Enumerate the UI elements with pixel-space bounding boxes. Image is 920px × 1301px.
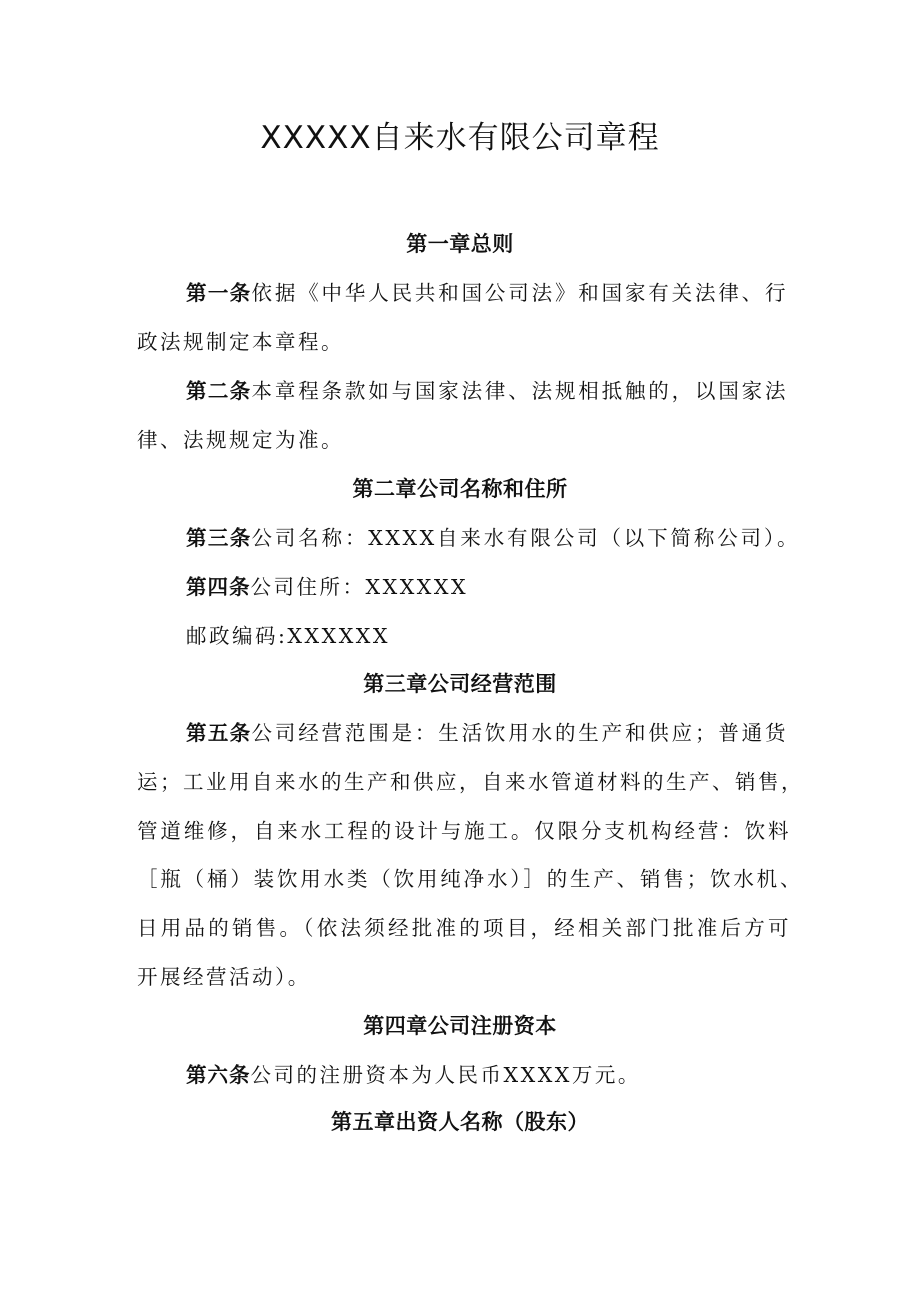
chapter-2-heading: 第二章公司名称和住所 <box>352 477 568 501</box>
article-5-line-1 <box>186 716 788 746</box>
article-5-text: 公司经营范围是：生活饮用水的生产和供应；普通货 <box>251 721 789 745</box>
chapter-5-heading: 第五章出资人名称（股东） <box>331 1110 589 1134</box>
article-2-label: 第二条 <box>186 379 252 403</box>
article-4-text: 公司住所：XXXXXX <box>250 575 469 599</box>
document-title: XXXXX自来水有限公司章程 <box>260 120 660 156</box>
article-6-line-1 <box>186 1058 641 1088</box>
article-4-label: 第四条 <box>186 575 251 599</box>
article-5-line-4: ［瓶（桶）装饮用水类（饮用纯净水）］的生产、销售；饮水机、 <box>137 867 803 891</box>
article-5-line-3: 管道维修，自来水工程的设计与施工。仅限分支机构经营：饮料 <box>137 819 791 843</box>
article-1-line-2: 政法规制定本章程。 <box>137 330 344 354</box>
chapter-1-heading: 第一章总则 <box>406 232 514 256</box>
postal-code-line: 邮政编码:XXXXXX <box>186 624 390 648</box>
article-2-line-2: 律、法规规定为准。 <box>137 428 344 452</box>
article-3-text: 公司名称：XXXX自来水有限公司（以下简称公司）。 <box>251 526 800 550</box>
article-6-text: 公司的注册资本为人民币XXXX万元。 <box>250 1063 641 1087</box>
article-1-label: 第一条 <box>186 281 252 305</box>
article-3-line-1 <box>186 521 800 551</box>
chapter-4-heading: 第四章公司注册资本 <box>363 1014 557 1038</box>
article-5-line-5: 日用品的销售。（依法须经批准的项目，经相关部门批准后方可 <box>137 916 791 940</box>
article-1-text: 依据《中华人民共和国公司法》和国家有关法律、行 <box>251 281 789 305</box>
chapter-3-heading: 第三章公司经营范围 <box>363 672 557 696</box>
article-3-label: 第三条 <box>186 526 252 550</box>
article-5-line-2: 运；工业用自来水的生产和供应，自来水管道材料的生产、销售， <box>137 770 804 794</box>
article-2-text: 本章程条款如与国家法律、法规相抵触的，以国家法 <box>251 379 789 403</box>
article-6-label: 第六条 <box>186 1063 251 1087</box>
article-5-line-6: 开展经营活动）。 <box>137 965 311 989</box>
article-4-line-1 <box>186 570 468 600</box>
article-5-label: 第五条 <box>186 721 252 745</box>
article-2-line-1 <box>186 374 788 404</box>
article-1-line-1 <box>186 276 788 306</box>
